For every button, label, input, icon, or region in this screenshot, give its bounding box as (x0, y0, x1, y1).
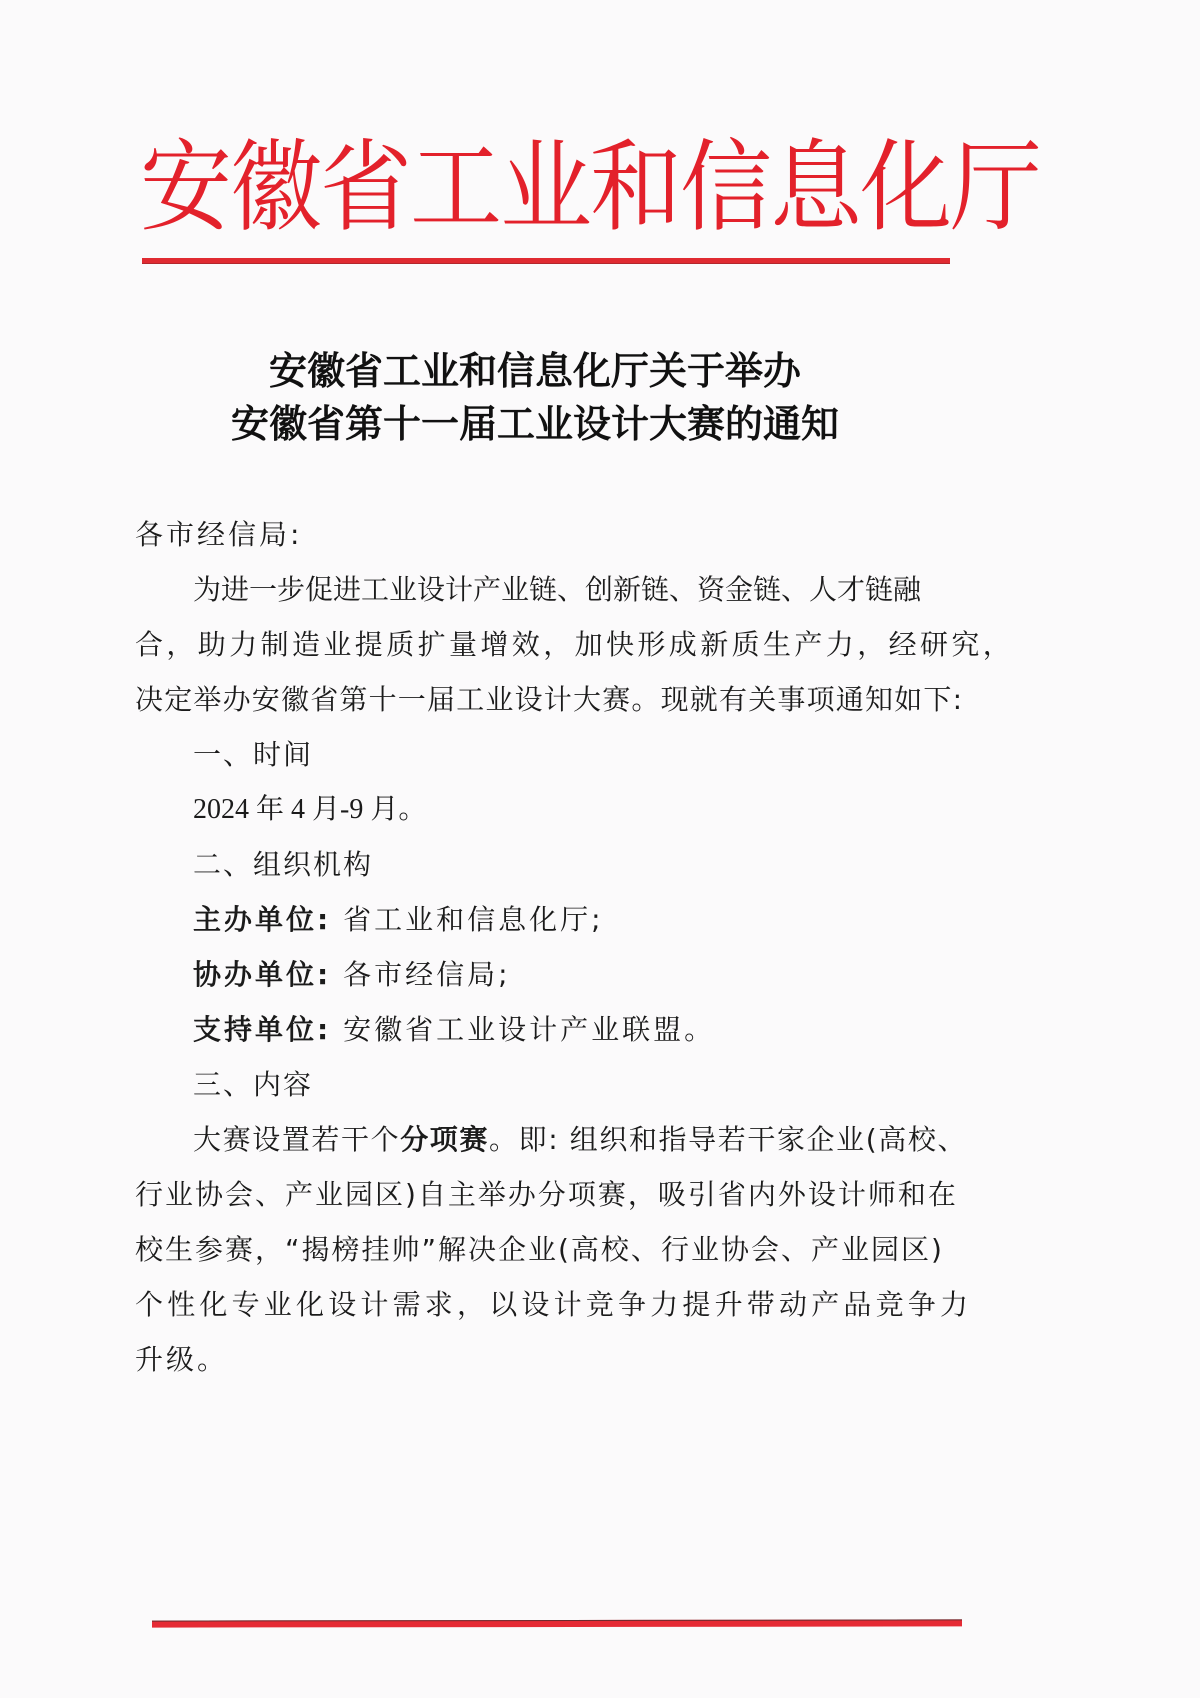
co-organizer-row (193, 955, 511, 995)
section-heading-organization: 二、组织机构 (193, 848, 374, 881)
document-title-line-2: 安徽省第十一届工业设计大赛的通知 (230, 401, 839, 446)
co-organizer-value: 各市经信局; (343, 958, 511, 991)
content-text: 大赛设置若干个 (193, 1123, 401, 1156)
intro-line-2: 合，助力制造业提质扩量增效，加快形成新质生产力，经研究， (135, 628, 1015, 661)
content-line-4: 个性化专业化设计需求，以设计竞争力提升带动产品竞争力 (135, 1288, 973, 1321)
section-time-content: 2024 年 4 月-9 月。 (193, 794, 427, 825)
masthead-agency-name (140, 128, 1043, 248)
masthead-char: 厅 (950, 129, 1043, 246)
masthead-char: 息 (770, 129, 863, 246)
co-organizer-label: 协办单位: (193, 958, 332, 991)
content-line-5: 升级。 (135, 1343, 229, 1376)
intro-line-1 (193, 570, 933, 610)
masthead-char: 和 (590, 129, 683, 246)
content-text: 。即: 组织和指导若干家企业(高校、 (489, 1123, 968, 1156)
document-title-line-1: 安徽省工业和信息化厅关于举办 (268, 348, 801, 393)
masthead-char: 省 (320, 129, 413, 246)
masthead-char: 工 (410, 129, 503, 246)
footer-red-rule (152, 1619, 962, 1627)
masthead-char: 信 (680, 129, 773, 246)
supporter-row (193, 1010, 715, 1050)
organizer-label: 主办单位: (193, 903, 332, 936)
content-line-2: 行业协会、产业园区)自主举办分项赛，吸引省内外设计师和在 (135, 1178, 958, 1211)
masthead-char: 化 (860, 129, 953, 246)
organizer-value: 省工业和信息化厅; (343, 903, 604, 936)
content-emphasis: 分项赛 (400, 1123, 490, 1156)
supporter-value: 安徽省工业设计产业联盟。 (343, 1013, 716, 1046)
organizer-row (193, 900, 604, 940)
section-heading-content: 三、内容 (193, 1068, 314, 1101)
masthead-char: 徽 (230, 129, 323, 246)
salutation: 各市经信局: (135, 518, 303, 551)
content-line-1 (193, 1120, 967, 1160)
section-heading-time: 一、时间 (193, 738, 314, 771)
masthead-char: 业 (500, 129, 593, 246)
intro-line-3: 决定举办安徽省第十一届工业设计大赛。现就有关事项通知如下: (135, 683, 964, 716)
supporter-label: 支持单位: (193, 1013, 332, 1046)
masthead-red-rule (142, 258, 950, 264)
intro-text: 为进一步促进工业设计产业链、创新链、资金链、人才链融 (193, 573, 922, 606)
content-line-3: 校生参赛，“揭榜挂帅”解决企业(高校、行业协会、产业园区) (135, 1233, 944, 1266)
masthead-char: 安 (140, 129, 233, 246)
